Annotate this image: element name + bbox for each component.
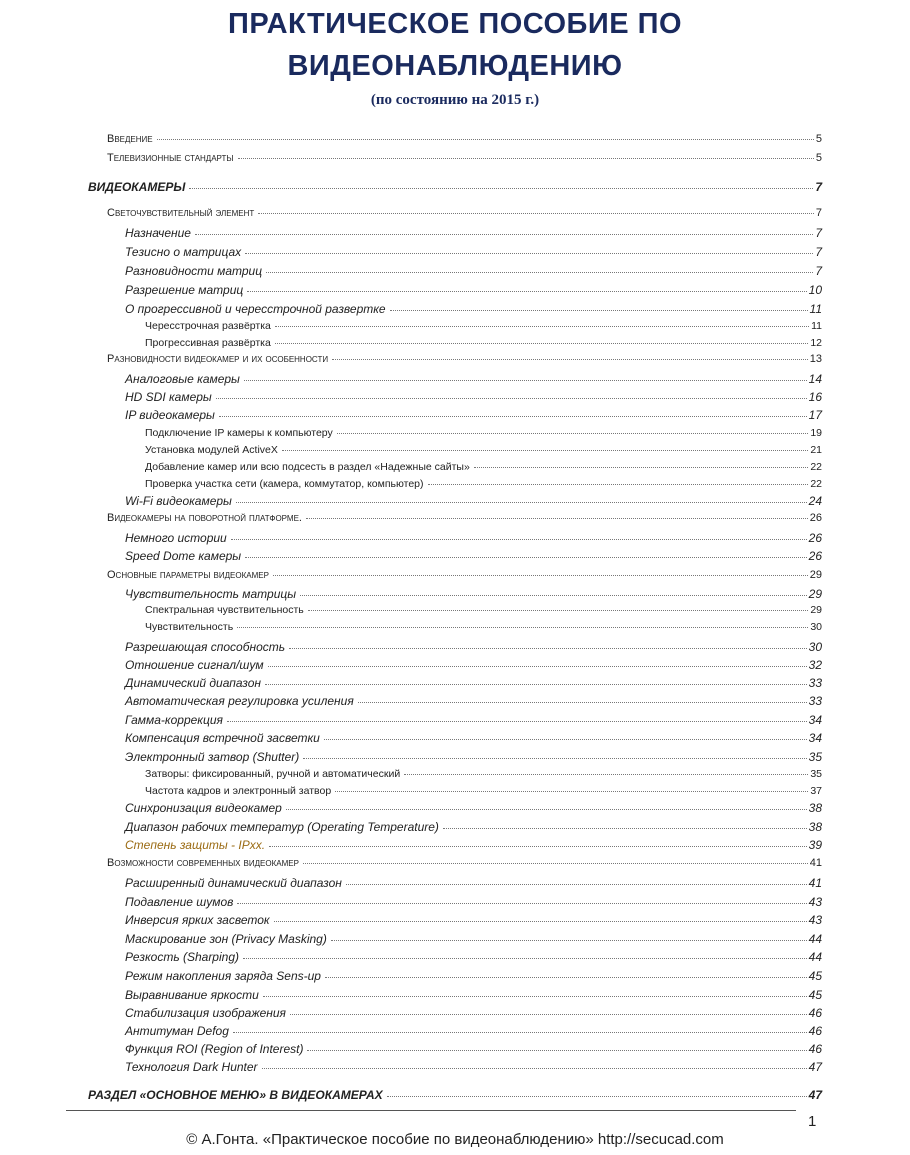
toc-entry[interactable]: [125, 226, 822, 240]
toc-leader-dots: [303, 757, 806, 759]
toc-leader-dots: [275, 342, 809, 344]
toc-entry[interactable]: [125, 372, 822, 386]
toc-leader-dots: [290, 1013, 807, 1015]
toc-leader-dots: [358, 701, 807, 703]
toc-leader-dots: [243, 957, 807, 959]
toc-entry[interactable]: [145, 444, 822, 456]
toc-entry[interactable]: [125, 658, 822, 672]
toc-leader-dots: [247, 290, 806, 292]
toc-entry-label: Добавление камер или всю подсесть в раздел «Надежные сайты»: [145, 461, 470, 473]
toc-entry-label: Электронный затвор (Shutter): [125, 750, 300, 764]
toc-entry-label: Подключение IP камеры к компьютеру: [145, 427, 333, 439]
toc-entry[interactable]: [107, 353, 822, 365]
toc-entry-label: Speed Dome камеры: [125, 549, 242, 563]
toc-leader-dots: [275, 325, 809, 327]
toc-entry-page: 24: [808, 494, 822, 508]
toc-entry-label: Разновидности матриц: [125, 264, 263, 278]
toc-entry-label: Чувствительность матрицы: [125, 587, 297, 601]
toc-entry[interactable]: [125, 1024, 822, 1038]
toc-entry[interactable]: [107, 133, 822, 145]
toc-entry[interactable]: [125, 913, 822, 927]
toc-entry-page: 47: [808, 1060, 822, 1074]
toc-entry[interactable]: [125, 1060, 822, 1074]
toc-leader-dots: [227, 720, 807, 722]
toc-leader-dots: [273, 574, 808, 576]
toc-entry-label: ВИДЕОКАМЕРЫ: [88, 180, 186, 194]
toc-entry-page: 5: [815, 152, 822, 164]
toc-entry-label: Расширенный динамический диапазон: [125, 876, 342, 890]
toc-entry-page: 46: [808, 1042, 822, 1056]
toc-entry-page: 10: [808, 283, 822, 297]
toc-entry-page: 11: [809, 302, 822, 316]
toc-leader-dots: [195, 233, 813, 235]
toc-leader-dots: [274, 920, 807, 922]
toc-entry-page: 22: [810, 478, 822, 490]
toc-leader-dots: [219, 415, 807, 417]
toc-entry-label: Чувствительность: [145, 621, 234, 633]
toc-entry[interactable]: [125, 801, 822, 815]
toc-entry-label: Разновидности видеокамер и их особенности: [107, 353, 329, 365]
toc-entry[interactable]: [125, 494, 822, 508]
toc-entry-label: IP видеокамеры: [125, 408, 215, 422]
toc-entry-label: Проверка участка сети (камера, коммутатор, компьютер): [145, 478, 424, 490]
toc-entry-label: Wi-Fi видеокамеры: [125, 494, 232, 508]
document-subtitle: (по состоянию на 2015 г.): [370, 92, 540, 108]
toc-entry[interactable]: [125, 932, 822, 946]
toc-entry[interactable]: [125, 676, 822, 690]
toc-entry-page: 7: [815, 245, 822, 259]
toc-leader-dots: [236, 501, 807, 503]
toc-leader-dots: [231, 538, 807, 540]
toc-leader-dots: [404, 773, 808, 775]
toc-leader-dots: [268, 665, 807, 667]
toc-leader-dots: [474, 466, 809, 468]
toc-entry-page: 14: [808, 372, 822, 386]
toc-entry-label: Стабилизация изображения: [125, 1006, 286, 1020]
toc-leader-dots: [157, 138, 814, 140]
document-title-line-1: ПРАКТИЧЕСКОЕ ПОСОБИЕ ПО: [227, 8, 683, 40]
toc-entry-label: Разрешающая способность: [125, 640, 286, 654]
toc-entry-page: 12: [810, 337, 822, 349]
toc-entry-label: Диапазон рабочих температур (Operating Temperature): [125, 820, 439, 834]
toc-leader-dots: [189, 187, 813, 189]
toc-leader-dots: [443, 827, 807, 829]
toc-leader-dots: [331, 939, 807, 941]
toc-leader-dots: [332, 358, 808, 360]
toc-leader-dots: [258, 212, 814, 214]
toc-entry-label: Динамический диапазон: [125, 676, 261, 690]
toc-entry-label: Телевизионные стандарты: [107, 152, 234, 164]
toc-entry-page: 33: [808, 676, 822, 690]
toc-entry-page: 13: [809, 353, 822, 365]
page-number: 1: [808, 1113, 817, 1130]
toc-entry-page: 7: [815, 264, 822, 278]
toc-entry[interactable]: [107, 857, 822, 869]
toc-entry-page: 45: [808, 969, 822, 983]
toc-entry-label: Основные параметры видеокамер: [107, 569, 269, 581]
toc-entry-page: 21: [810, 444, 822, 456]
toc-leader-dots: [346, 883, 807, 885]
toc-leader-dots: [289, 647, 807, 649]
toc-entry-page: 35: [810, 768, 822, 780]
toc-entry[interactable]: [145, 785, 822, 797]
toc-entry-page: 47: [808, 1088, 822, 1102]
toc-leader-dots: [263, 995, 807, 997]
toc-entry[interactable]: [145, 621, 822, 633]
toc-leader-dots: [266, 271, 813, 273]
document-title-line-2: ВИДЕОНАБЛЮДЕНИЮ: [287, 50, 623, 82]
toc-entry-page: 32: [808, 658, 822, 672]
toc-entry[interactable]: [125, 750, 822, 764]
toc-entry[interactable]: [125, 1006, 822, 1020]
toc-entry[interactable]: [125, 895, 822, 909]
toc-entry-page: 39: [808, 838, 822, 852]
toc-entry-page: 34: [808, 731, 822, 745]
toc-entry-page: 19: [810, 427, 822, 439]
toc-entry[interactable]: [125, 264, 822, 278]
toc-leader-dots: [303, 862, 808, 864]
toc-entry-label: Синхронизация видеокамер: [125, 801, 282, 815]
toc-entry[interactable]: [125, 694, 822, 708]
toc-entry-label: Чересстрочная развёртка: [145, 320, 271, 332]
toc-entry[interactable]: [107, 207, 822, 219]
toc-entry-label: Выравнивание яркости: [125, 988, 259, 1002]
toc-entry[interactable]: [125, 640, 822, 654]
toc-leader-dots: [237, 626, 808, 628]
toc-entry-label: Отношение сигнал/шум: [125, 658, 264, 672]
toc-entry-label: О прогрессивной и чересстрочной развертке: [125, 302, 386, 316]
toc-leader-dots: [390, 309, 808, 311]
toc-entry-page: 38: [808, 801, 822, 815]
toc-entry-page: 44: [808, 932, 822, 946]
toc-entry[interactable]: [145, 427, 822, 439]
toc-entry-label: Разрешение матриц: [125, 283, 244, 297]
toc-entry[interactable]: [145, 320, 822, 332]
toc-entry-page: 17: [808, 408, 822, 422]
toc-entry-label: Прогрессивная развёртка: [145, 337, 271, 349]
toc-entry-page: 22: [810, 461, 822, 473]
toc-entry[interactable]: [145, 478, 822, 490]
toc-entry-page: 30: [810, 621, 822, 633]
toc-leader-dots: [387, 1095, 807, 1097]
toc-entry-label: Автоматическая регулировка усиления: [125, 694, 354, 708]
toc-entry-page: 26: [808, 549, 822, 563]
toc-entry-label: Технология Dark Hunter: [125, 1060, 258, 1074]
toc-leader-dots: [324, 738, 807, 740]
toc-leader-dots: [265, 683, 807, 685]
toc-leader-dots: [337, 432, 809, 434]
toc-entry-label: Спектральная чувствительность: [145, 604, 304, 616]
toc-entry[interactable]: [145, 337, 822, 349]
toc-entry-label: Антитуман Defog: [125, 1024, 229, 1038]
toc-leader-dots: [216, 397, 807, 399]
toc-entry-page: 37: [810, 785, 822, 797]
toc-leader-dots: [237, 902, 806, 904]
toc-entry[interactable]: [125, 245, 822, 259]
toc-entry[interactable]: [145, 461, 822, 473]
toc-entry[interactable]: [125, 408, 822, 422]
toc-entry-page: 16: [808, 390, 822, 404]
toc-entry-label: Инверсия ярких засветок: [125, 913, 270, 927]
footer-divider: [66, 1110, 796, 1111]
toc-entry[interactable]: [145, 604, 822, 616]
toc-entry-page: 35: [808, 750, 822, 764]
toc-entry-label: Установка модулей ActiveX: [145, 444, 278, 456]
toc-leader-dots: [245, 252, 813, 254]
toc-entry-page: 26: [808, 531, 822, 545]
toc-entry-label: Тезисно о матрицах: [125, 245, 242, 259]
toc-entry-page: 46: [808, 1024, 822, 1038]
toc-entry-page: 38: [808, 820, 822, 834]
toc-entry[interactable]: [125, 838, 822, 852]
toc-entry[interactable]: [125, 587, 822, 601]
toc-entry-label: Видеокамеры на поворотной платформе.: [107, 512, 302, 524]
toc-entry-label: HD SDI камеры: [125, 390, 212, 404]
toc-leader-dots: [269, 845, 807, 847]
toc-entry-page: 43: [808, 913, 822, 927]
toc-entry[interactable]: [145, 768, 822, 780]
toc-entry[interactable]: [125, 988, 822, 1002]
toc-entry[interactable]: [125, 549, 822, 563]
toc-entry-label: Аналоговые камеры: [125, 372, 240, 386]
toc-entry[interactable]: [125, 283, 822, 297]
toc-entry-label: Компенсация встречной засветки: [125, 731, 320, 745]
toc-entry-label: РАЗДЕЛ «ОСНОВНОЕ МЕНЮ» В ВИДЕОКАМЕРАХ: [88, 1088, 383, 1102]
toc-leader-dots: [238, 157, 814, 159]
toc-entry[interactable]: [107, 512, 822, 524]
toc-entry-page: 29: [809, 569, 822, 581]
toc-entry[interactable]: [88, 180, 822, 194]
toc-entry[interactable]: [125, 969, 822, 983]
toc-entry-page: 26: [809, 512, 822, 524]
toc-leader-dots: [307, 1049, 806, 1051]
toc-entry[interactable]: [125, 1042, 822, 1056]
toc-entry-page: 44: [808, 950, 822, 964]
toc-leader-dots: [335, 790, 808, 792]
toc-entry-label: Светочувствительный элемент: [107, 207, 255, 219]
toc-entry-page: 5: [815, 133, 822, 145]
toc-entry-page: 46: [808, 1006, 822, 1020]
toc-entry-label: Возможности современных видеокамер: [107, 857, 299, 869]
toc-entry-label: Немного истории: [125, 531, 227, 545]
toc-entry-label: Затворы: фиксированный, ручной и автоматический: [145, 768, 401, 780]
toc-leader-dots: [262, 1067, 807, 1069]
toc-leader-dots: [308, 609, 809, 611]
toc-entry-page: 7: [815, 207, 822, 219]
toc-entry-label: Функция ROI (Region of Interest): [125, 1042, 304, 1056]
toc-entry-label: Резкость (Sharping): [125, 950, 239, 964]
toc-leader-dots: [428, 483, 809, 485]
toc-entry-page: 29: [808, 587, 822, 601]
toc-entry[interactable]: [125, 950, 822, 964]
toc-entry-label: Степень защиты - IPxx.: [125, 838, 266, 852]
toc-entry[interactable]: [125, 820, 822, 834]
toc-entry-page: 41: [809, 857, 822, 869]
toc-entry-page: 33: [808, 694, 822, 708]
toc-entry[interactable]: [125, 731, 822, 745]
toc-leader-dots: [282, 449, 808, 451]
toc-entry[interactable]: [125, 390, 822, 404]
toc-entry-page: 7: [815, 226, 822, 240]
toc-entry[interactable]: [125, 302, 822, 316]
toc-entry-label: Гамма-коррекция: [125, 713, 223, 727]
toc-entry-page: 45: [808, 988, 822, 1002]
toc-leader-dots: [233, 1031, 807, 1033]
toc-entry-label: Назначение: [125, 226, 191, 240]
toc-entry-page: 11: [811, 320, 822, 332]
toc-entry[interactable]: [125, 876, 822, 890]
toc-leader-dots: [286, 808, 807, 810]
toc-leader-dots: [300, 594, 807, 596]
toc-entry-label: Подавление шумов: [125, 895, 234, 909]
toc-entry[interactable]: [125, 531, 822, 545]
toc-leader-dots: [325, 976, 807, 978]
toc-entry-label: Режим накопления заряда Sens-up: [125, 969, 321, 983]
toc-entry-page: 29: [810, 604, 822, 616]
toc-entry-label: Частота кадров и электронный затвор: [145, 785, 332, 797]
toc-entry[interactable]: [107, 569, 822, 581]
toc-entry[interactable]: [88, 1088, 822, 1102]
toc-entry[interactable]: [125, 713, 822, 727]
toc-entry-page: 30: [808, 640, 822, 654]
toc-leader-dots: [306, 517, 808, 519]
toc-entry-label: Маскирование зон (Privacy Masking): [125, 932, 327, 946]
footer-copyright: © А.Гонта. «Практическое пособие по видеонаблюдению» http://secucad.com: [186, 1131, 724, 1148]
toc-entry-page: 43: [808, 895, 822, 909]
toc-entry-page: 41: [808, 876, 822, 890]
toc-entry-page: 34: [808, 713, 822, 727]
toc-entry-page: 7: [815, 180, 822, 194]
toc-leader-dots: [244, 379, 807, 381]
toc-entry-label: Введение: [107, 133, 153, 145]
toc-entry[interactable]: [107, 152, 822, 164]
toc-leader-dots: [245, 556, 807, 558]
